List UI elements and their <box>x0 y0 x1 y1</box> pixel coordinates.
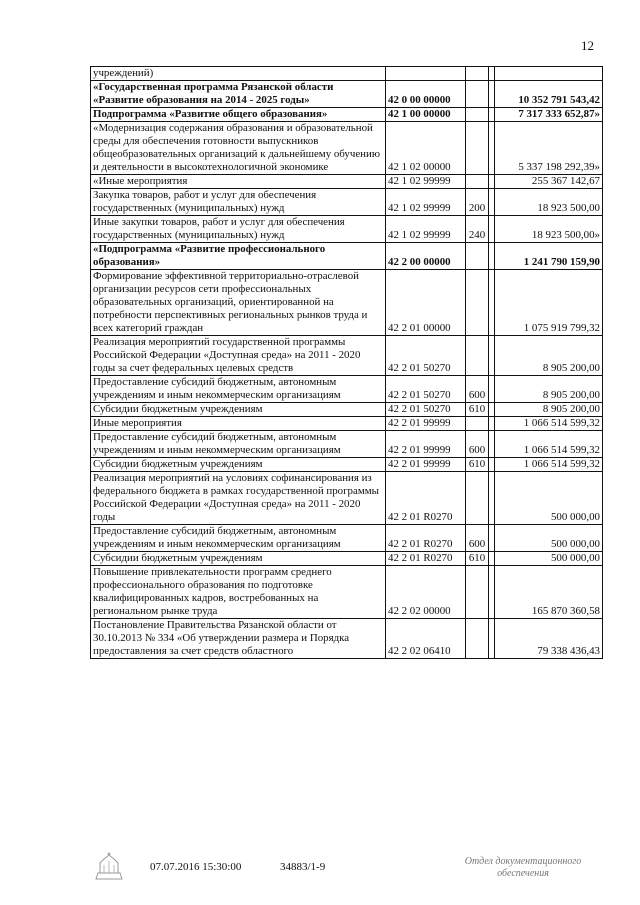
row-name: «Государственная программа Рязанской области «Развитие образования на 2014 - 2025 годы» <box>91 81 386 108</box>
row-expense-type: 240 <box>466 216 489 243</box>
row-code: 42 2 01 50270 <box>386 336 466 376</box>
row-expense-type: 600 <box>466 376 489 403</box>
table-row <box>91 566 603 619</box>
row-expense-type <box>466 336 489 376</box>
row-code: 42 1 02 99999 <box>386 216 466 243</box>
row-name: Субсидии бюджетным учреждениям <box>91 458 386 472</box>
row-name: Предоставление субсидий бюджетным, автономным учреждениям и иным некоммерческим организациям <box>91 431 386 458</box>
row-code: 42 1 02 99999 <box>386 175 466 189</box>
row-expense-type: 600 <box>466 525 489 552</box>
row-expense-type: 610 <box>466 552 489 566</box>
table-row <box>91 525 603 552</box>
row-expense-type <box>466 108 489 122</box>
row-amount: 1 241 790 159,90 <box>495 243 603 270</box>
table-row <box>91 472 603 525</box>
table-row <box>91 376 603 403</box>
row-amount: 18 923 500,00 <box>495 189 603 216</box>
row-expense-type: 610 <box>466 458 489 472</box>
row-expense-type <box>466 243 489 270</box>
row-amount: 8 905 200,00 <box>495 403 603 417</box>
footer-date: 07.07.2016 15:30:00 <box>150 861 242 873</box>
row-name: Субсидии бюджетным учреждениям <box>91 403 386 417</box>
row-amount: 500 000,00 <box>495 552 603 566</box>
row-name: учреждений) <box>91 67 386 81</box>
row-name: Реализация мероприятий на условиях софинансирования из федерального бюджета в рамках государственной программы Российской Федерации «Доступная среда» на 2011 - 2020 годы <box>91 472 386 525</box>
row-amount: 8 905 200,00 <box>495 376 603 403</box>
row-code: 42 2 01 R0270 <box>386 472 466 525</box>
row-code: 42 2 01 00000 <box>386 270 466 336</box>
stamp-line-1: Отдел документационного <box>464 856 582 867</box>
row-expense-type <box>466 619 489 659</box>
footer-doc-number: 34883/1-9 <box>280 861 326 873</box>
row-code: 42 2 01 99999 <box>386 431 466 458</box>
row-code: 42 2 01 50270 <box>386 376 466 403</box>
row-expense-type <box>466 270 489 336</box>
row-code: 42 2 01 R0270 <box>386 525 466 552</box>
row-code: 42 1 00 00000 <box>386 108 466 122</box>
row-name: Повышение привлекательности программ среднего профессионального образования по подготовке квалифицированных кадров, востребованных на региональном рынке труда <box>91 566 386 619</box>
coat-of-arms-icon <box>92 851 126 881</box>
row-name: Иные мероприятия <box>91 417 386 431</box>
row-name: Предоставление субсидий бюджетным, автономным учреждениям и иным некоммерческим организациям <box>91 525 386 552</box>
row-code: 42 1 02 99999 <box>386 189 466 216</box>
row-name: «Иные мероприятия <box>91 175 386 189</box>
table-row <box>91 336 603 376</box>
table-row <box>91 175 603 189</box>
row-name: Подпрограмма «Развитие общего образования» <box>91 108 386 122</box>
row-amount: 500 000,00 <box>495 525 603 552</box>
row-code <box>386 67 466 81</box>
table-row <box>91 67 603 81</box>
row-code: 42 2 02 06410 <box>386 619 466 659</box>
row-amount: 165 870 360,58 <box>495 566 603 619</box>
row-amount: 255 367 142,67 <box>495 175 603 189</box>
row-code: 42 2 01 R0270 <box>386 552 466 566</box>
row-amount: 1 075 919 799,32 <box>495 270 603 336</box>
row-amount: 5 337 198 292,39» <box>495 122 603 175</box>
table-row <box>91 243 603 270</box>
table-row <box>91 216 603 243</box>
stamp-line-2: обеспечения <box>497 868 549 879</box>
table-row <box>91 552 603 566</box>
row-code: 42 2 01 99999 <box>386 458 466 472</box>
row-amount: 1 066 514 599,32 <box>495 417 603 431</box>
table-row <box>91 403 603 417</box>
budget-table-body <box>91 67 603 659</box>
table-row <box>91 122 603 175</box>
row-name: Формирование эффективной территориально-отраслевой организации ресурсов сети профессиональных образовательных организаций, ориентированной на потребности перспективных региональных рынков труда и всех категорий граждан <box>91 270 386 336</box>
row-name: Субсидии бюджетным учреждениям <box>91 552 386 566</box>
row-amount: 79 338 436,43 <box>495 619 603 659</box>
table-row <box>91 417 603 431</box>
row-expense-type <box>466 67 489 81</box>
row-code: 42 2 01 99999 <box>386 417 466 431</box>
row-code: 42 2 02 00000 <box>386 566 466 619</box>
row-expense-type <box>466 81 489 108</box>
table-row <box>91 619 603 659</box>
row-name: Постановление Правительства Рязанской области от 30.10.2013 № 334 «Об утверждении размера и Порядка предоставления за счет средств областного <box>91 619 386 659</box>
row-name: Закупка товаров, работ и услуг для обеспечения государственных (муниципальных) нужд <box>91 189 386 216</box>
row-code: 42 0 00 00000 <box>386 81 466 108</box>
row-amount: 1 066 514 599,32 <box>495 458 603 472</box>
row-code: 42 2 00 00000 <box>386 243 466 270</box>
row-name: «Модернизация содержания образования и образовательной среды для обеспечения готовности выпускников общеобразовательных организаций к дальнейшему обучению и деятельности в высокотехнологичной экономике <box>91 122 386 175</box>
row-expense-type <box>466 417 489 431</box>
row-name: Реализация мероприятий государственной программы Российской Федерации «Доступная среда» на 2011 - 2020 годы за счет федеральных целевых средств <box>91 336 386 376</box>
row-expense-type: 610 <box>466 403 489 417</box>
row-amount <box>495 67 603 81</box>
row-name: Предоставление субсидий бюджетным, автономным учреждениям и иным некоммерческим организациям <box>91 376 386 403</box>
row-name: Иные закупки товаров, работ и услуг для обеспечения государственных (муниципальных) нужд <box>91 216 386 243</box>
budget-table <box>90 66 603 659</box>
row-amount: 7 317 333 652,87» <box>495 108 603 122</box>
row-expense-type: 200 <box>466 189 489 216</box>
table-row <box>91 431 603 458</box>
row-name: «Подпрограмма «Развитие профессионального образования» <box>91 243 386 270</box>
row-expense-type <box>466 566 489 619</box>
page-number: 12 <box>581 38 594 53</box>
row-code: 42 1 02 00000 <box>386 122 466 175</box>
row-amount: 18 923 500,00» <box>495 216 603 243</box>
row-amount: 8 905 200,00 <box>495 336 603 376</box>
department-stamp <box>448 856 598 880</box>
row-amount: 500 000,00 <box>495 472 603 525</box>
row-expense-type <box>466 122 489 175</box>
table-row <box>91 458 603 472</box>
row-amount: 10 352 791 543,42 <box>495 81 603 108</box>
table-row <box>91 108 603 122</box>
row-expense-type <box>466 175 489 189</box>
row-expense-type: 600 <box>466 431 489 458</box>
row-amount: 1 066 514 599,32 <box>495 431 603 458</box>
row-expense-type <box>466 472 489 525</box>
table-row <box>91 270 603 336</box>
row-code: 42 2 01 50270 <box>386 403 466 417</box>
table-row <box>91 81 603 108</box>
table-row <box>91 189 603 216</box>
